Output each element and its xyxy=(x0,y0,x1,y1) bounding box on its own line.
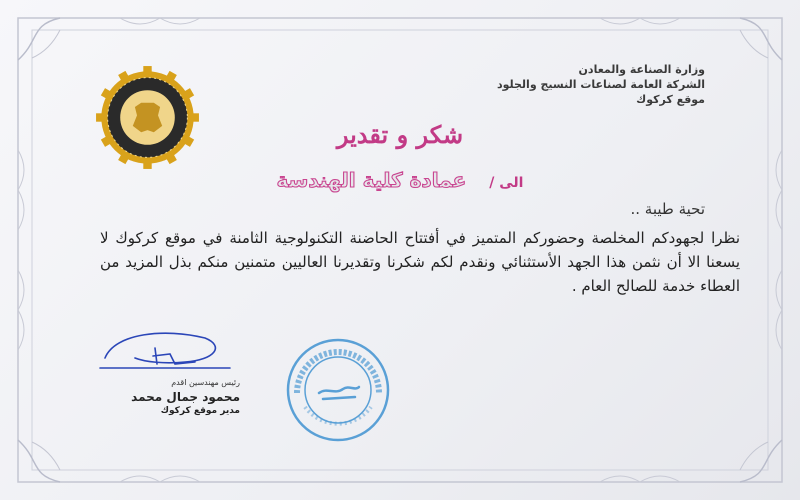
certificate-title: شكر و تقدير xyxy=(336,120,464,149)
handwritten-signature xyxy=(95,318,235,378)
signatory-name: محمود جمال محمد xyxy=(131,390,240,404)
greeting: تحية طيبة .. xyxy=(630,200,705,218)
ministry-name: وزارة الصناعة والمعادن xyxy=(578,63,705,76)
body-text: نظرا لجهودكم المخلصة وحضوركم المتميز في أفتتاح الحاضنة التكنولوجية الثامنة في موقع كركوك لا يسعنا الا أن نثمن هذا الجهد الأستثنائي ونقدم لكم شكرنا وتقديرنا العاليين متمنين منكم بذل المزيد من العطاء خدمة للصالح العام . xyxy=(100,229,740,295)
recipient-line xyxy=(0,168,800,192)
institution-header xyxy=(405,62,705,107)
site-name: موقع كركوك xyxy=(636,93,705,106)
recipient-label: الى / xyxy=(489,175,524,191)
official-stamp xyxy=(283,335,393,445)
recipient-name: عمادة كلية الهندسة xyxy=(276,168,467,192)
company-name: الشركة العامة لصناعات النسيج والجلود xyxy=(496,78,705,91)
company-gear-logo xyxy=(95,65,200,170)
signatory-position: مدير موقع كركوك xyxy=(160,406,240,416)
signatory-block xyxy=(110,378,240,416)
signatory-title: رئيس مهندسين اقدم xyxy=(171,378,240,387)
